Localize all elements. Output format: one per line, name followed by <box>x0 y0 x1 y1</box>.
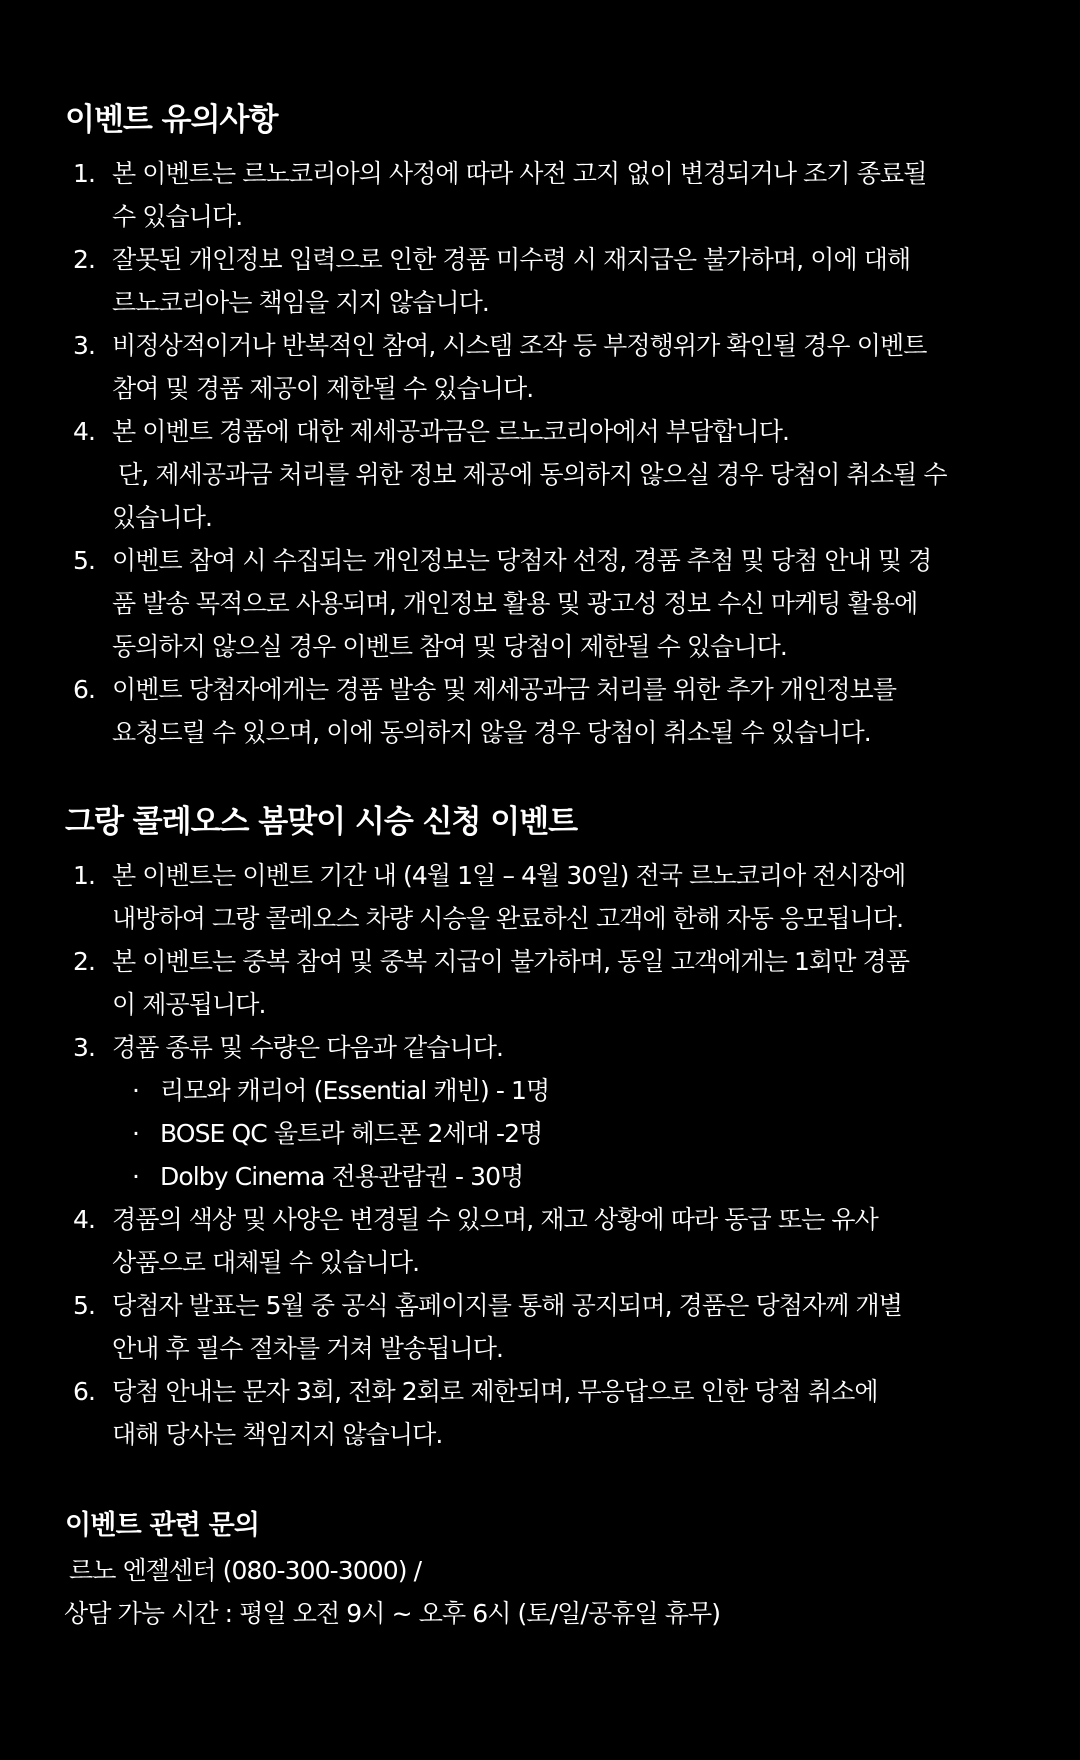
prize-item <box>112 1155 1020 1198</box>
bullet-icon: · <box>132 1076 140 1105</box>
item-number: 3. <box>73 1033 96 1062</box>
item-text: 내방하여 그랑 콜레오스 차량 시승을 완료하신 고객에 한해 자동 응모됩니다. <box>112 904 904 933</box>
item-text: 이벤트 당첨자에게는 경품 발송 및 제세공과금 처리를 위한 추가 개인정보를 <box>112 675 897 704</box>
prize-item <box>112 1112 1020 1155</box>
item-text: 품 발송 목적으로 사용되며, 개인정보 활용 및 광고성 정보 수신 마케팅 활용에 <box>112 589 918 618</box>
event-item <box>65 854 1020 940</box>
item-text: 본 이벤트는 이벤트 기간 내 (4월 1일 – 4월 30일) 전국 르노코리아 전시장에 <box>112 861 906 890</box>
event-item <box>65 1198 1020 1284</box>
item-text: 동의하지 않으실 경우 이벤트 참여 및 당첨이 제한될 수 있습니다. <box>112 632 787 661</box>
item-text: 이벤트 참여 시 수집되는 개인정보는 당첨자 선정, 경품 추첨 및 당첨 안내 및 경 <box>112 546 932 575</box>
item-text: 비정상적이거나 반복적인 참여, 시스템 조작 등 부정행위가 확인될 경우 이벤트 <box>112 331 927 360</box>
prize-text: Dolby Cinema 전용관람권 - 30명 <box>160 1162 524 1191</box>
prize-item <box>112 1069 1020 1112</box>
event-section <box>65 802 1020 1456</box>
notice-list <box>65 152 1020 754</box>
item-text: 참여 및 경품 제공이 제한될 수 있습니다. <box>112 374 534 403</box>
notice-item <box>65 668 1020 754</box>
notice-item <box>65 324 1020 410</box>
item-number: 1. <box>73 159 96 188</box>
event-list <box>65 854 1020 1456</box>
notice-item <box>65 152 1020 238</box>
prize-text: 리모와 캐리어 (Essential 캐빈) - 1명 <box>160 1076 550 1105</box>
item-text: 수 있습니다. <box>112 202 243 231</box>
item-text: 당첨 안내는 문자 3회, 전화 2회로 제한되며, 무응답으로 인한 당첨 취소에 <box>112 1377 878 1406</box>
event-item <box>65 1370 1020 1456</box>
prize-text: BOSE QC 울트라 헤드폰 2세대 -2명 <box>160 1119 543 1148</box>
item-text: 본 이벤트는 르노코리아의 사정에 따라 사전 고지 없이 변경되거나 조기 종료될 <box>112 159 927 188</box>
notice-item <box>65 238 1020 324</box>
notice-title: 이벤트 유의사항 <box>65 102 278 138</box>
item-text: 당첨자 발표는 5월 중 공식 홈페이지를 통해 공지되며, 경품은 당첨자께 개별 <box>112 1291 903 1320</box>
contact-section <box>65 1506 1020 1635</box>
item-text: 본 이벤트는 중복 참여 및 중복 지급이 불가하며, 동일 고객에게는 1회만 경품 <box>112 947 910 976</box>
item-number: 4. <box>73 1205 96 1234</box>
item-number: 2. <box>73 245 96 274</box>
item-text: 경품 종류 및 수량은 다음과 같습니다. <box>112 1033 504 1062</box>
item-text: 이 제공됩니다. <box>112 990 266 1019</box>
item-text: 있습니다. <box>112 503 213 532</box>
section-spacer <box>65 754 1020 802</box>
bullet-icon: · <box>132 1119 140 1148</box>
event-item <box>65 1026 1020 1198</box>
event-title: 그랑 콜레오스 봄맞이 시승 신청 이벤트 <box>65 804 578 840</box>
item-number: 2. <box>73 947 96 976</box>
item-text: 단, 제세공과금 처리를 위한 정보 제공에 동의하지 않으실 경우 당첨이 취소될 수 <box>118 460 947 489</box>
prize-list <box>112 1069 1020 1198</box>
notice-item <box>65 410 1020 539</box>
item-number: 3. <box>73 331 96 360</box>
item-text: 안내 후 필수 절차를 거쳐 발송됩니다. <box>112 1334 504 1363</box>
item-text: 잘못된 개인정보 입력으로 인한 경품 미수령 시 재지급은 불가하며, 이에 대해 <box>112 245 911 274</box>
item-number: 1. <box>73 861 96 890</box>
contact-hours: 상담 가능 시간 : 평일 오전 9시 ~ 오후 6시 (토/일/공휴일 휴무) <box>64 1599 721 1628</box>
event-item <box>65 940 1020 1026</box>
section-spacer <box>65 1456 1020 1506</box>
contact-title: 이벤트 관련 문의 <box>65 1510 260 1541</box>
item-text: 본 이벤트 경품에 대한 제세공과금은 르노코리아에서 부담합니다. <box>112 417 790 446</box>
item-text: 상품으로 대체될 수 있습니다. <box>112 1248 420 1277</box>
item-number: 5. <box>73 546 96 575</box>
item-number: 6. <box>73 1377 96 1406</box>
item-number: 4. <box>73 417 96 446</box>
notice-section <box>65 100 1020 754</box>
item-text: 경품의 색상 및 사양은 변경될 수 있으며, 재고 상황에 따라 동급 또는 유사 <box>112 1205 878 1234</box>
item-text: 요청드릴 수 있으며, 이에 동의하지 않을 경우 당첨이 취소될 수 있습니다. <box>112 718 871 747</box>
item-text: 대해 당사는 책임지지 않습니다. <box>112 1420 443 1449</box>
item-number: 6. <box>73 675 96 704</box>
notice-item <box>65 539 1020 668</box>
item-text: 르노코리아는 책임을 지지 않습니다. <box>112 288 489 317</box>
bullet-icon: · <box>132 1162 140 1191</box>
event-item <box>65 1284 1020 1370</box>
contact-phone: 르노 엔젤센터 (080-300-3000) / <box>69 1556 422 1585</box>
item-number: 5. <box>73 1291 96 1320</box>
